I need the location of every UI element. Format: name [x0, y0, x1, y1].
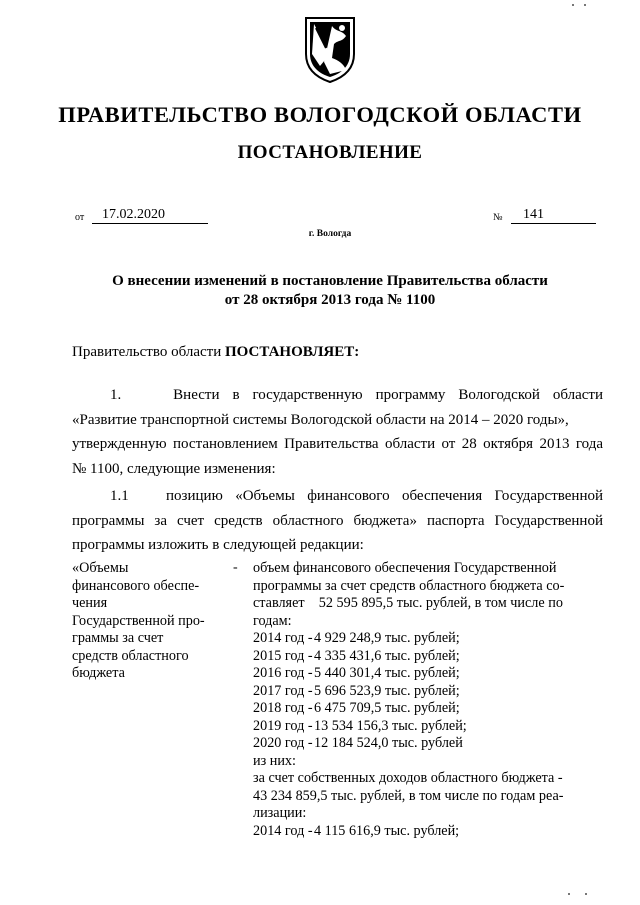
number-label: № — [493, 212, 503, 223]
year-row — [253, 665, 603, 683]
preamble — [72, 340, 359, 365]
intro-line: программы за счет средств областного бюджета со- — [253, 577, 565, 594]
item11-line-1: 1.1 позицию «Объемы финансового обеспечения Государственной — [110, 488, 603, 504]
scan-speck — [584, 4, 586, 6]
item1-line-1: 1. Внести в государственную программу Вологодской области — [110, 387, 603, 403]
item1-line-2: «Развитие транспортной системы Вологодской области на 2014 – 2020 годы», — [72, 412, 569, 428]
year-amount: 5 696 523,9 тыс. рублей; — [314, 682, 460, 699]
date-label: от — [75, 212, 85, 223]
year-label: 2019 год - — [253, 717, 313, 734]
year-label: 2017 год - — [253, 682, 313, 699]
year-row — [253, 823, 603, 841]
left-line: бюджета — [72, 665, 125, 681]
city-label: г. Вологда — [308, 229, 352, 239]
own-income-line: лизации: — [253, 805, 307, 821]
number-value: 141 — [523, 207, 544, 222]
year-label: 2018 год - — [253, 700, 313, 716]
scan-speck — [572, 4, 574, 6]
item11-line-2: программы за счет средств областного бюджета» паспорта Государственной — [72, 513, 603, 529]
intro-line: годам: — [253, 612, 292, 629]
subject-line-1: О внесении изменений в постановление Правительства области — [112, 273, 548, 289]
left-line: чения — [72, 595, 108, 611]
item11-line-3: программы изложить в следующей редакции: — [72, 537, 364, 553]
year-label: 2014 год - — [253, 630, 313, 646]
intro-line: ставляет 52 595 895,5 тыс. рублей, в том числе по — [253, 595, 563, 611]
year-amount: 13 534 156,3 тыс. рублей; — [314, 717, 467, 734]
preamble-decree: ПОСТАНОВЛЯЕТ: — [224, 344, 360, 360]
year-label: 2014 год - — [253, 822, 313, 839]
vologda-coat-of-arms-icon — [302, 14, 358, 84]
year-amount: 4 929 248,9 тыс. рублей; — [314, 630, 460, 646]
year-amount: 5 440 301,4 тыс. рублей; — [314, 665, 460, 681]
scan-speck — [568, 893, 570, 895]
government-title: ПРАВИТЕЛЬСТВО ВОЛОГОДСКОЙ ОБЛАСТИ — [58, 102, 582, 127]
item1-line-4: № 1100, следующие изменения: — [72, 461, 276, 477]
year-row — [253, 648, 603, 666]
table-left-column — [72, 560, 205, 683]
document-subject — [80, 272, 580, 310]
subject-line-2: от 28 октября 2013 года № 1100 — [224, 292, 436, 308]
date-value: 17.02.2020 — [102, 207, 165, 222]
year-row — [253, 735, 603, 753]
table-dash: - — [233, 560, 238, 575]
own-income-line: за счет собственных доходов областного бюджета - — [253, 770, 563, 786]
document-type: ПОСТАНОВЛЕНИЕ — [237, 142, 423, 163]
year-label: 2020 год - — [253, 735, 313, 751]
year-amount: 12 184 524,0 тыс. рублей — [314, 735, 463, 751]
date-field — [92, 207, 208, 224]
year-label: 2015 год - — [253, 647, 313, 664]
year-row — [253, 683, 603, 701]
year-amount: 4 115 616,9 тыс. рублей; — [314, 822, 460, 839]
left-line: финансового обеспе- — [72, 577, 200, 594]
year-row — [253, 700, 603, 718]
year-amount: 6 475 709,5 тыс. рублей; — [314, 700, 460, 716]
from-them: из них: — [253, 752, 296, 769]
intro-line: объем финансового обеспечения Государственной — [253, 560, 557, 576]
left-line: Государственной про- — [72, 612, 205, 629]
number-field — [511, 207, 596, 224]
year-row — [253, 718, 603, 736]
table-right-column — [253, 560, 603, 840]
year-label: 2016 год - — [253, 665, 313, 681]
left-line: «Объемы — [72, 560, 129, 576]
left-line: средств областного — [72, 647, 189, 664]
year-row — [253, 630, 603, 648]
own-income-line: 43 234 859,5 тыс. рублей, в том числе по годам реа- — [253, 787, 564, 804]
year-amount: 4 335 431,6 тыс. рублей; — [314, 647, 460, 664]
preamble-text: Правительство области — [72, 344, 225, 360]
scan-speck — [585, 893, 587, 895]
item1-line-3: утвержденную постановлением Правительства области от 28 октября 2013 года — [72, 436, 603, 452]
left-line: граммы за счет — [72, 630, 164, 646]
